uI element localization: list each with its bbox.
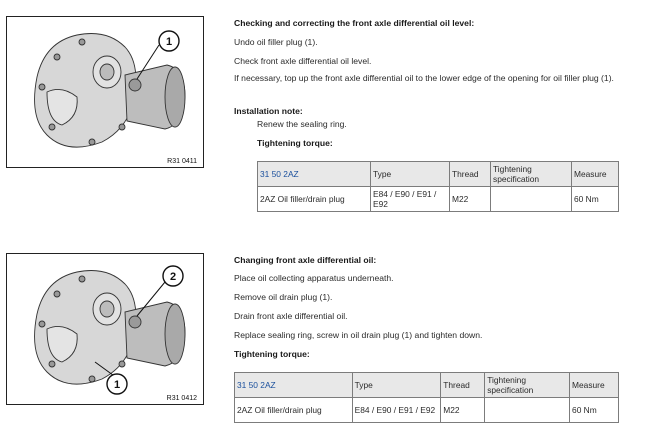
column-header-thread: Thread bbox=[441, 373, 485, 398]
torque-table bbox=[257, 161, 619, 212]
section-heading: Changing front axle differential oil: bbox=[234, 255, 377, 265]
spec-code-link[interactable]: 31 50 2AZ bbox=[258, 162, 371, 187]
cell-type: E84 / E90 / E91 / E92 bbox=[352, 398, 441, 423]
callout-1-label: 1 bbox=[165, 36, 173, 48]
cell-type: E84 / E90 / E91 / E92 bbox=[371, 187, 450, 212]
section-heading: Checking and correcting the front axle differential oil level: bbox=[234, 18, 475, 28]
column-header-measure: Measure bbox=[570, 373, 619, 398]
step-text: Undo oil filler plug (1). bbox=[234, 37, 318, 47]
step-text: Check front axle differential oil level. bbox=[234, 56, 372, 66]
table-header-row bbox=[235, 373, 619, 398]
column-header-thread: Thread bbox=[450, 162, 491, 187]
column-header-spec: Tightening specification bbox=[491, 162, 572, 187]
figure-caption: R31 0411 bbox=[167, 158, 197, 165]
cell-thread: M22 bbox=[441, 398, 485, 423]
table-header-row bbox=[258, 162, 619, 187]
cell-spec bbox=[485, 398, 570, 423]
column-header-spec: Tightening specification bbox=[485, 373, 570, 398]
cell-thread: M22 bbox=[450, 187, 491, 212]
cell-measure: 60 Nm bbox=[572, 187, 619, 212]
step-text: Place oil collecting apparatus underneath. bbox=[234, 273, 394, 283]
cell-part: 2AZ Oil filler/drain plug bbox=[258, 187, 371, 212]
table-row bbox=[258, 187, 619, 212]
step-text: Replace sealing ring, screw in oil drain plug (1) and tighten down. bbox=[234, 330, 483, 340]
column-header-type: Type bbox=[352, 373, 441, 398]
figure-differential-drain-plug bbox=[6, 253, 204, 405]
column-header-type: Type bbox=[371, 162, 450, 187]
figure-differential-filler-plug bbox=[6, 16, 204, 168]
differential-illustration bbox=[7, 254, 203, 404]
callout-2-label: 2 bbox=[169, 271, 177, 283]
column-header-measure: Measure bbox=[572, 162, 619, 187]
installation-note-text: Renew the sealing ring. bbox=[257, 119, 347, 129]
step-text: Drain front axle differential oil. bbox=[234, 311, 348, 321]
callout-1-label: 1 bbox=[113, 379, 121, 391]
tightening-torque-label: Tightening torque: bbox=[257, 138, 333, 148]
table-row bbox=[235, 398, 619, 423]
step-text: Remove oil drain plug (1). bbox=[234, 292, 333, 302]
step-text: If necessary, top up the front axle differential oil to the lower edge of the opening for oil filler plug (1). bbox=[234, 73, 614, 83]
cell-spec bbox=[491, 187, 572, 212]
installation-note-label: Installation note: bbox=[234, 106, 303, 116]
differential-illustration bbox=[7, 17, 203, 167]
cell-part: 2AZ Oil filler/drain plug bbox=[235, 398, 353, 423]
cell-measure: 60 Nm bbox=[570, 398, 619, 423]
torque-table bbox=[234, 372, 619, 423]
spec-code-link[interactable]: 31 50 2AZ bbox=[235, 373, 353, 398]
figure-caption: R31 0412 bbox=[166, 395, 197, 402]
tightening-torque-label: Tightening torque: bbox=[234, 349, 310, 359]
